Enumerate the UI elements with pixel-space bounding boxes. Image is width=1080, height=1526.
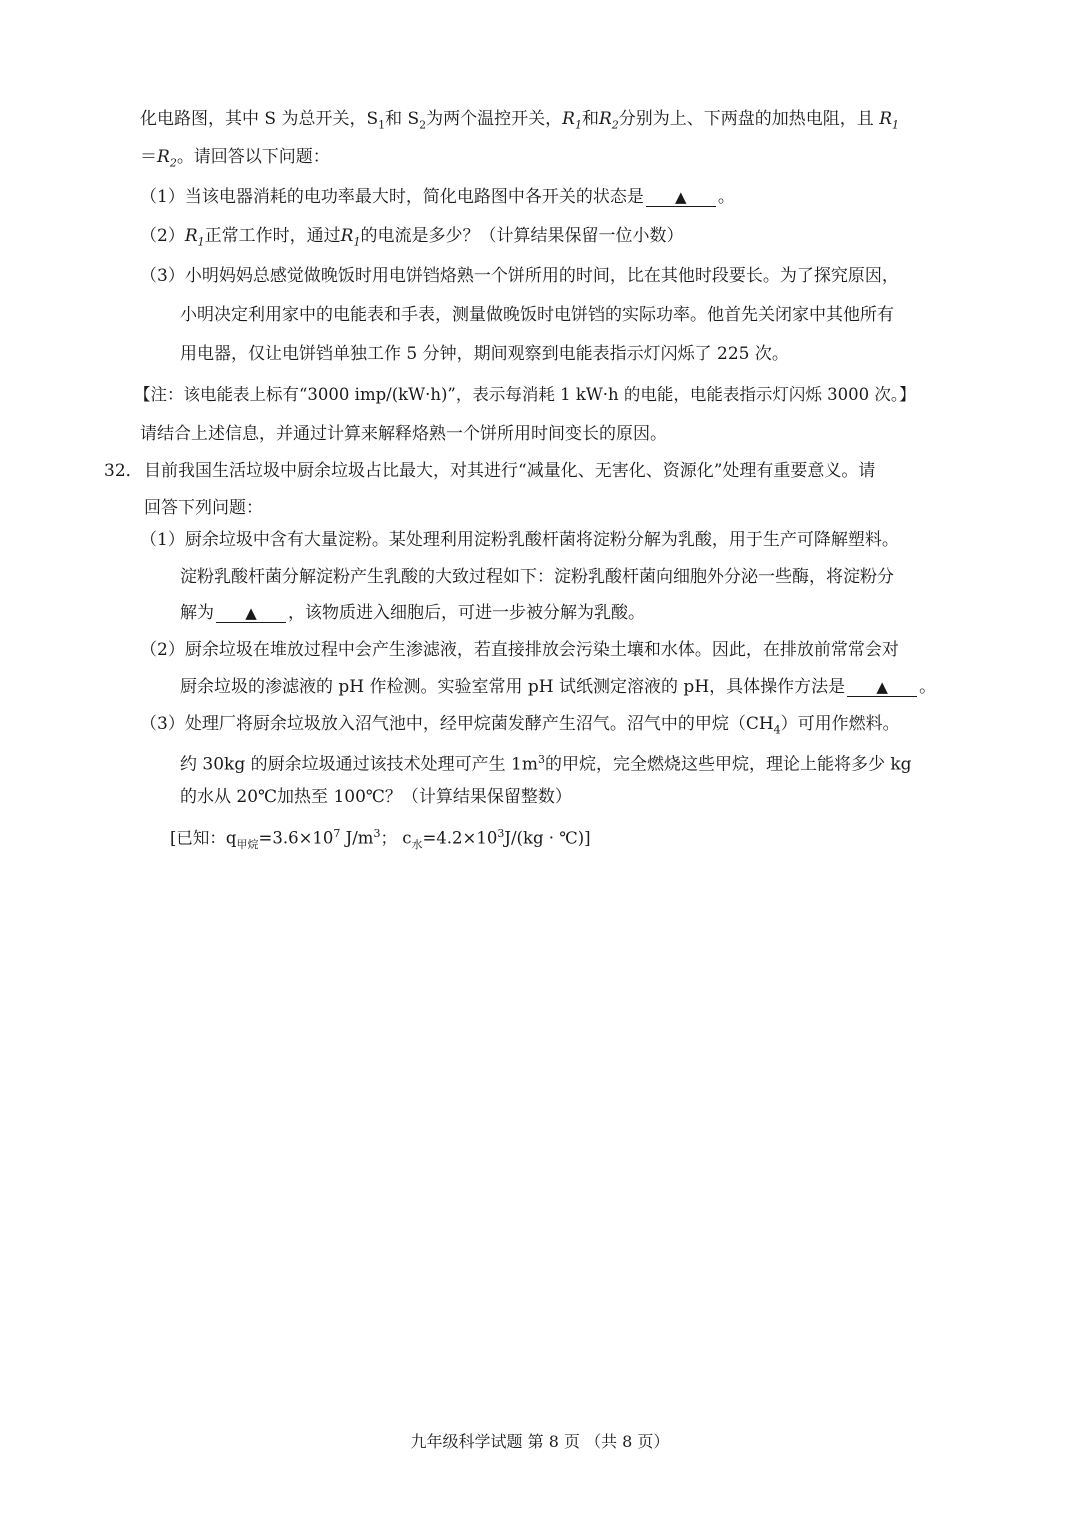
q32-number: 32． (104, 461, 143, 481)
q32-part3-line3: 的水从 20℃加热至 100℃？（计算结果保留整数） (180, 787, 572, 807)
q31-intro-line2: $=R_2$。请回答以下问题： (140, 147, 330, 170)
q31-part3-line2: 小明决定利用家中的电能表和手表，测量做晚饭时电饼铛的实际功率。他首先关闭家中其他所有 (180, 305, 894, 325)
q32-part1-line2: 淀粉乳酸杆菌分解淀粉产生乳酸的大致过程如下：淀粉乳酸杆菌向细胞外分泌一些酶，将淀粉分 (180, 567, 894, 587)
q32-intro-line1: 目前我国生活垃圾中厨余垃圾占比最大，对其进行“减量化、无害化、资源化”处理有重要意义。请 (144, 461, 876, 481)
q32-intro-line2: 回答下列问题： (144, 498, 263, 518)
answer-blank[interactable]: ▲ (847, 678, 917, 697)
answer-blank[interactable]: ▲ (646, 188, 716, 207)
q32-part2-line1: （2）厨余垃圾在堆放过程中会产生渗滤液，若直接排放会污染土壤和水体。因此，在排放前常常会对 (140, 640, 899, 660)
page-footer: 九年级科学试题 第 8 页 （共 8 页） (410, 1432, 670, 1451)
q31-part3-line1: （3）小明妈妈总感觉做晚饭时用电饼铛烙熟一个饼所用的时间，比在其他时段要长。为了探究原因， (140, 266, 899, 286)
q32-part3-line2: 约 30kg 的厨余垃圾通过该技术处理可产生 $1m^3$的甲烷，完全燃烧这些甲烷，理论上能将多少 kg (180, 753, 912, 775)
q31-intro-line1: 化电路图，其中 S 为总开关，$S_1$和 $S_2$为两个温控开关，$R_1$和$R_2$分别为上、下两盘的加热电阻，且 $R_1$ (140, 109, 900, 132)
q32-known-values: [已知：$q_{甲烷}=3.6\times 10^7$ $J/m^3$； $c_水=4.2\times 10^3J/(kg$ · ℃)] (170, 827, 591, 851)
answer-blank[interactable]: ▲ (216, 604, 286, 623)
q31-part2: $(2)R_1$正常工作时，通过$R_1$的电流是多少？（计算结果保留一位小数） (140, 226, 684, 249)
q31-part1: （1）当该电器消耗的电功率最大时，简化电路图中各开关的状态是 ▲ 。 (140, 187, 735, 207)
q32-part2-line2: 厨余垃圾的渗滤液的 pH 作检测。实验室常用 pH 试纸测定溶液的 pH，具体操作方法是 ▲ 。 (180, 677, 937, 697)
q31-closing: 请结合上述信息，并通过计算来解释烙熟一个饼所用时间变长的原因。 (140, 424, 667, 444)
q32-part1-line3: 解为 ▲ ，该物质进入细胞后，可进一步被分解为乳酸。 (180, 603, 645, 623)
q31-note: 【注：该电能表上标有“3000 imp/(kW·h)”，表示每消耗 1 kW·h 的电能，电能表指示灯闪烁 3000 次。】 (134, 385, 916, 404)
q31-part3-line3: 用电器，仅让电饼铛单独工作 5 分钟，期间观察到电能表指示灯闪烁了 225 次。 (180, 344, 789, 364)
q32-part3-line1: （3）处理厂将厨余垃圾放入沼气池中，经甲烷菌发酵产生沼气。沼气中的甲烷$(CH_4)$可用作燃料。 (140, 714, 900, 737)
q32-part1-line1: （1）厨余垃圾中含有大量淀粉。某处理利用淀粉乳酸杆菌将淀粉分解为乳酸，用于生产可降解塑料。 (140, 530, 899, 550)
